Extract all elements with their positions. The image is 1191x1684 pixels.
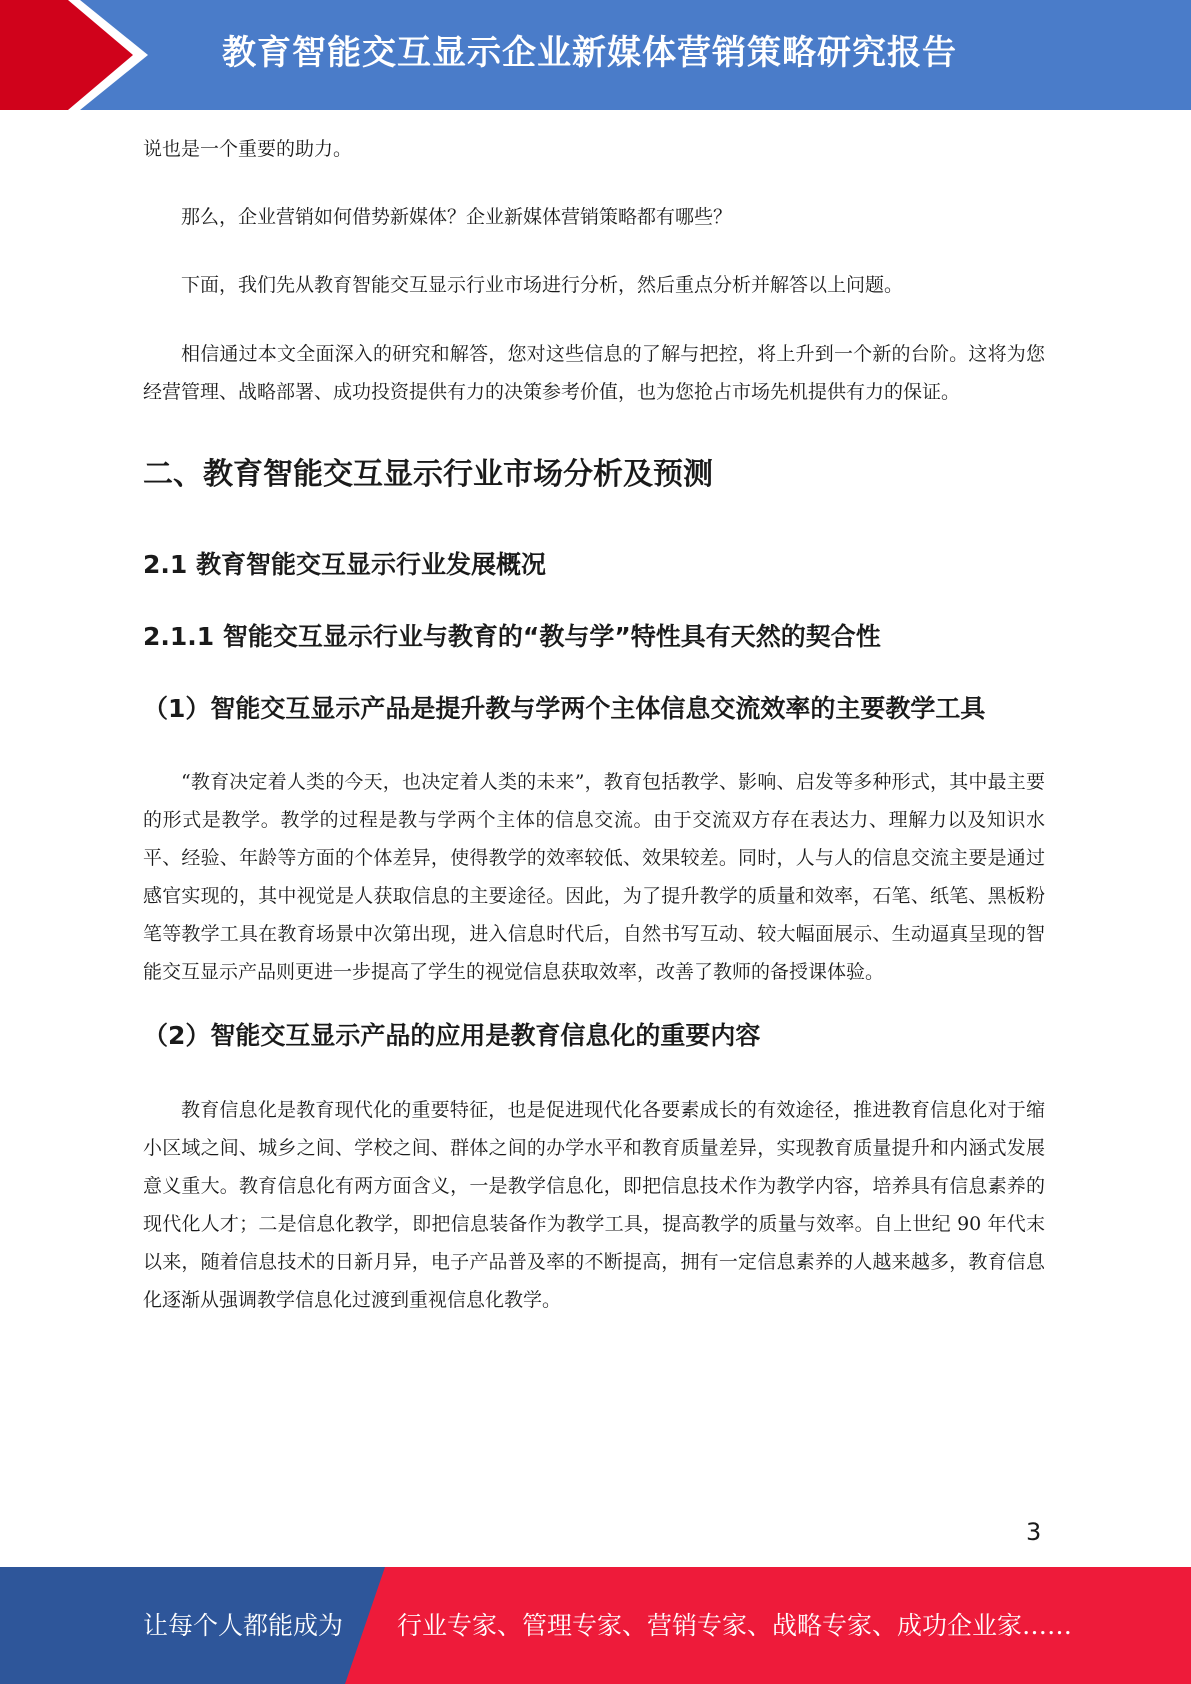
paragraph-informatization: 教育信息化是教育现代化的重要特征，也是促进现代化各要素成长的有效途径，推进教育信息化对于缩小区域之间、城乡之间、学校之间、群体之间的办学水平和教育质量差异，实现教育质量提升和内涵式发展意义重大。教育信息化有两方面含义，一是教学信息化，即把信息技术作为教学内容，培养具有信息素养的现代化人才；二是信息化教学，即把信息装备作为教学工具，提高教学的质量与效率。自上世纪 90 年代末以来，随着信息技术的日新月异，电子产品普及率的不断提高，拥有一定信息素养的人越来越多，教育信息化逐渐从强调教学信息化过渡到重视信息化教学。 (143, 1099, 1045, 1311)
section-heading: 二、教育智能交互显示行业市场分析及预测 (143, 457, 713, 492)
paragraph-intro: 下面，我们先从教育智能交互显示行业市场进行分析，然后重点分析并解答以上问题。 (181, 274, 904, 296)
footer-slogan-right: 行业专家、管理专家、营销专家、战略专家、成功企业家…… (397, 1611, 1073, 1640)
header-arrow-decoration (0, 0, 160, 110)
report-title: 教育智能交互显示企业新媒体营销策略研究报告 (222, 33, 957, 73)
paragraph-value: 相信通过本文全面深入的研究和解答，您对这些信息的了解与把控，将上升到一个新的台阶。这将为您经营管理、战略部署、成功投资提供有力的决策参考价值，也为您抢占市场先机提供有力的保证。 (143, 343, 1045, 403)
page-footer (0, 1567, 1191, 1684)
footer-slogan-left: 让每个人都能成为 (143, 1611, 344, 1640)
point-heading-1: （1）智能交互显示产品是提升教与学两个主体信息交流效率的主要教学工具 (143, 694, 986, 723)
paragraph-question: 那么，企业营销如何借势新媒体？企业新媒体营销策略都有哪些？ (181, 206, 733, 228)
paragraph-continuation: 说也是一个重要的助力。 (143, 138, 353, 160)
paragraph-teaching: “教育决定着人类的今天，也决定着人类的未来”，教育包括教学、影响、启发等多种形式，其中最主要的形式是教学。教学的过程是教与学两个主体的信息交流。由于交流双方存在表达力、理解力以及知识水平、经验、年龄等方面的个体差异，使得教学的效率较低、效果较差。同时，人与人的信息交流主要是通过感官实现的，其中视觉是人获取信息的主要途径。因此，为了提升教学的质量和效率，石笔、纸笔、黑板粉笔等教学工具在教育场景中次第出现，进入信息时代后，自然书写互动、较大幅面展示、生动逼真呈现的智能交互显示产品则更进一步提高了学生的视觉信息获取效率，改善了教师的备授课体验。 (143, 771, 1045, 983)
point-heading-2: （2）智能交互显示产品的应用是教育信息化的重要内容 (143, 1021, 761, 1050)
page-header (0, 0, 1191, 110)
document-body (143, 130, 1045, 1319)
subsection-heading: 2.1 教育智能交互显示行业发展概况 (143, 550, 546, 579)
subsubsection-heading: 2.1.1 智能交互显示行业与教育的“教与学”特性具有天然的契合性 (143, 622, 881, 651)
page-number: 3 (1026, 1518, 1042, 1546)
